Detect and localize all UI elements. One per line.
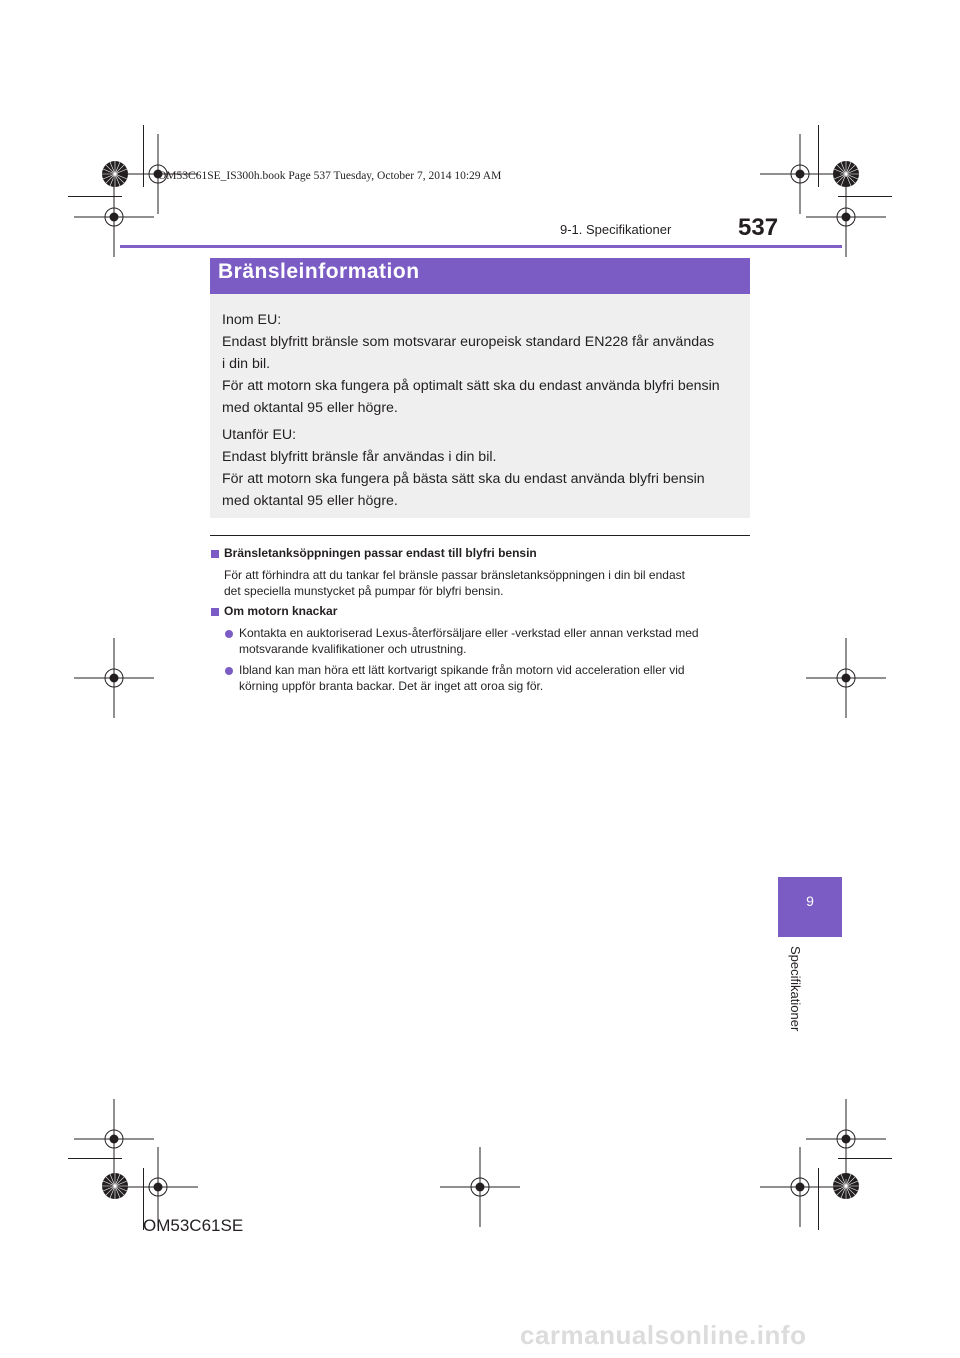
info-line: För att motorn ska fungera på bästa sätt ska du endast använda blyfri bensin [222, 471, 705, 487]
chapter-number: 9 [806, 893, 814, 909]
registration-crosshair-icon [760, 1147, 840, 1227]
crop-line [838, 196, 892, 197]
crop-line [68, 1158, 122, 1159]
square-bullet-icon [211, 608, 219, 616]
note-heading: Om motorn knackar [224, 604, 338, 618]
info-line: För att motorn ska fungera på optimalt sätt ska du endast använda blyfri bensin [222, 378, 720, 394]
footer-code: OM53C61SE [143, 1216, 244, 1235]
crop-line [838, 1158, 892, 1159]
watermark: carmanualsonline.info [520, 1320, 807, 1350]
square-bullet-icon [211, 550, 219, 558]
chapter-tab [778, 877, 842, 937]
crop-line [818, 1168, 819, 1230]
round-bullet-icon [225, 630, 233, 638]
registration-crosshair-icon [806, 638, 886, 718]
note-text: För att förhindra att du tankar fel bränsle passar bränsletanksöppningen i din bil endast [224, 568, 685, 582]
registration-crosshair-icon [74, 638, 154, 718]
page-title: Bränsleinformation [218, 260, 420, 283]
info-line: Utanför EU: [222, 427, 297, 443]
crop-line [818, 125, 819, 187]
file-meta: OM53C61SE_IS300h.book Page 537 Tuesday, October 7, 2014 10:29 AM [158, 170, 502, 182]
info-box [210, 294, 750, 518]
crop-line [68, 196, 122, 197]
info-line: med oktantal 95 eller högre. [222, 493, 398, 509]
note-text: Kontakta en auktoriserad Lexus-återförsäljare eller -verkstad eller annan verkstad med [239, 626, 699, 640]
info-line: med oktantal 95 eller högre. [222, 400, 398, 416]
info-line: Endast blyfritt bränsle får användas i din bil. [222, 449, 497, 465]
chapter-label: Specifikationer [788, 946, 803, 1032]
page-number: 537 [738, 214, 779, 241]
note-text: motsvarande kvalifikationer och utrustning. [239, 642, 467, 656]
round-bullet-icon [225, 667, 233, 675]
registration-crosshair-icon [440, 1147, 520, 1227]
note-text: körning uppför branta backar. Det är inget att oroa sig för. [239, 679, 544, 693]
info-line: Inom EU: [222, 312, 282, 328]
header-rule [120, 245, 842, 248]
registration-crosshair-icon [118, 1147, 198, 1227]
crop-line [143, 125, 144, 187]
info-line: i din bil. [222, 356, 271, 372]
note-text: det speciella munstycket på pumpar för blyfri bensin. [224, 584, 504, 598]
divider [210, 535, 750, 536]
section-header: 9-1. Specifikationer [560, 222, 672, 237]
note-text: Ibland kan man höra ett lätt kortvarigt spikande från motorn vid acceleration eller vid [239, 663, 685, 677]
section-title-bar [210, 258, 750, 294]
info-line: Endast blyfritt bränsle som motsvarar europeisk standard EN228 får användas [222, 334, 715, 350]
note-heading: Bränsletanksöppningen passar endast till blyfri bensin [224, 546, 537, 560]
